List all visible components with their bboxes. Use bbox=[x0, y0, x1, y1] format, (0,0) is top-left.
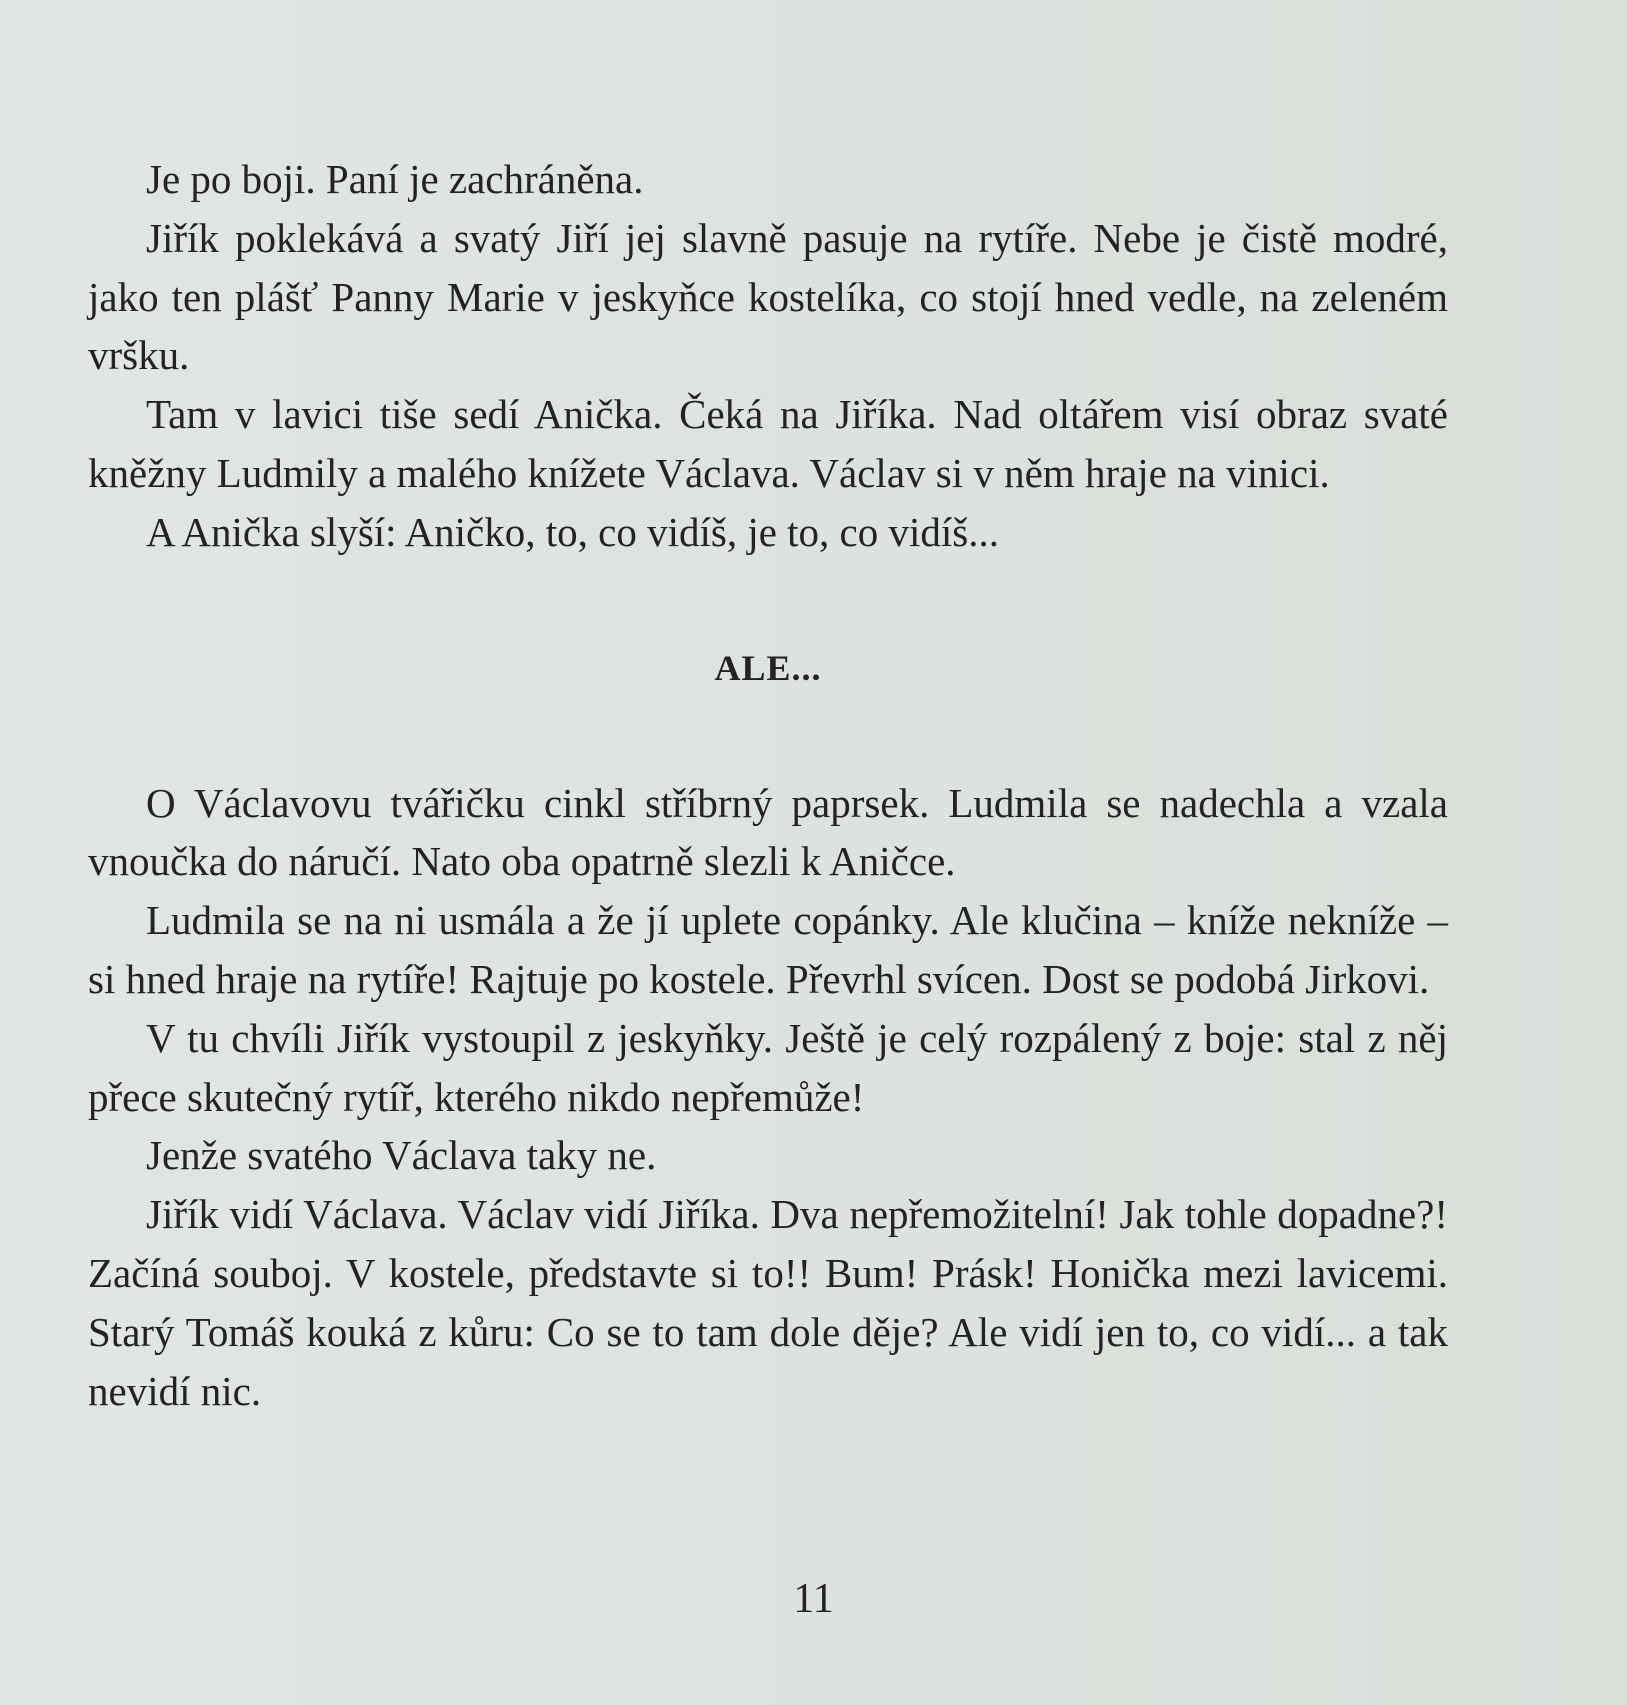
section-spacer bbox=[88, 562, 1448, 648]
paragraph: Jenže svatého Václava taky ne. bbox=[146, 1132, 657, 1179]
paragraph: Jiřík poklekává a svatý Jiří jej slavně pasuje na rytíře. Nebe je čistě modré, jako ten plášť Panny Marie v jeskyňce kostelíka, co stojí hned vedle, na zeleném vršku. bbox=[88, 214, 1448, 379]
section-spacer bbox=[88, 688, 1448, 774]
section-heading: ALE... bbox=[714, 647, 822, 688]
paragraph: V tu chvíli Jiřík vystoupil z jeskyňky. Ještě je celý rozpálený z boje: stal z něj přece skutečný rytíř, kterého nikdo nepřemůže! bbox=[88, 1014, 1448, 1120]
paragraph: O Václavovu tvářičku cinkl stříbrný paprsek. Ludmila se nadechla a vzala vnoučka do náručí. Nato oba opatrně slezli k Aničce. bbox=[88, 779, 1448, 885]
paragraph: Jiřík vidí Václava. Václav vidí Jiříka. Dva nepřemožitelní! Jak tohle dopadne?! Začíná souboj. V kostele, představte si to!! Bum! Prásk! Honička mezi lavicemi. Starý Tomáš kouká z kůru: Co se to tam dole děje? Ale vidí jen to, co vidí... a tak nevidí nic. bbox=[88, 1191, 1448, 1414]
paragraph: Tam v lavici tiše sedí Anička. Čeká na Jiříka. Nad oltářem visí obraz svaté kněžny Ludmily a malého knížete Václava. Václav si v něm hraje na vinici. bbox=[88, 391, 1448, 496]
paragraph: Je po boji. Paní je zachráněna. bbox=[146, 156, 644, 202]
page-number: 11 bbox=[793, 1576, 834, 1622]
paragraph: A Anička slyší: Aničko, to, co vidíš, je to, co vidíš... bbox=[146, 508, 999, 555]
paragraph: Ludmila se na ni usmála a že jí uplete copánky. Ale klučina – kníže nekníže – si hned hraje na rytíře! Rajtuje po kostele. Převrhl svícen. Dost se podobá Jirkovi. bbox=[88, 897, 1448, 1002]
book-page bbox=[88, 150, 1448, 1420]
